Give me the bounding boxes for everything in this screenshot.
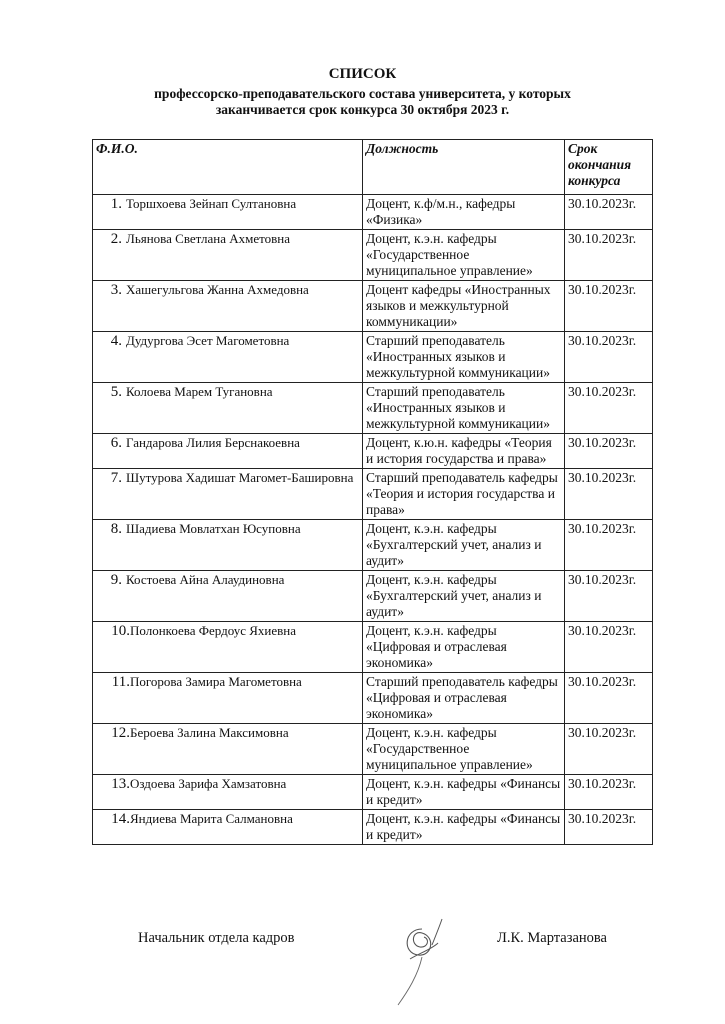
table-row [93, 281, 653, 332]
name-cell [93, 775, 363, 810]
subtitle-line-1: профессорско-преподавательского состава университета, у которых [154, 86, 571, 101]
deadline-cell: 30.10.2023г. [565, 195, 653, 230]
name-cell [93, 383, 363, 434]
table-row [93, 775, 653, 810]
position-cell: Доцент кафедры «Иностранных языков и межкультурной коммуникации» [363, 281, 565, 332]
position-cell: Доцент, к.э.н. кафедры «Цифровая и отраслевая экономика» [363, 622, 565, 673]
position-cell: Доцент, к.ф/м.н., кафедры «Физика» [363, 195, 565, 230]
table-row [93, 332, 653, 383]
name-cell [93, 673, 363, 724]
table-row [93, 810, 653, 845]
deadline-cell: 30.10.2023г. [565, 332, 653, 383]
deadline-cell: 30.10.2023г. [565, 622, 653, 673]
employee-name: Гандарова Лилия Берснакоевна [126, 435, 300, 450]
position-cell: Старший преподаватель «Иностранных языков и межкультурной коммуникации» [363, 332, 565, 383]
name-cell [93, 195, 363, 230]
name-cell [93, 332, 363, 383]
employee-name: Льянова Светлана Ахметовна [126, 231, 291, 246]
employee-name: Шадиева Мовлатхан Юсуповна [126, 521, 301, 536]
name-cell [93, 281, 363, 332]
deadline-cell: 30.10.2023г. [565, 520, 653, 571]
document-title: СПИСОК [328, 66, 397, 82]
deadline-cell: 30.10.2023г. [565, 383, 653, 434]
deadline-cell: 30.10.2023г. [565, 571, 653, 622]
row-number: 1. [110, 196, 122, 212]
position-cell: Доцент, к.э.н. кафедры «Финансы и кредит» [363, 775, 565, 810]
row-number: 10. [111, 623, 130, 639]
name-cell [93, 622, 363, 673]
table-row [93, 622, 653, 673]
staff-table [92, 139, 653, 845]
table-row [93, 195, 653, 230]
row-number: 14. [111, 811, 130, 827]
name-cell [93, 469, 363, 520]
employee-name: Оздоева Зарифа Хамзатовна [130, 776, 287, 791]
row-number: 11. [111, 674, 130, 690]
document-subtitle [110, 86, 615, 118]
deadline-cell: 30.10.2023г. [565, 281, 653, 332]
handwritten-signature [392, 915, 452, 1010]
table-header-row [93, 140, 653, 195]
row-number: 8. [110, 521, 122, 537]
employee-name: Полонкоева Фердоус Яхиевна [130, 623, 297, 638]
footer-role: Начальник отдела кадров [138, 930, 295, 946]
row-number: 7. [110, 470, 122, 486]
row-number: 3. [110, 282, 122, 298]
header-deadline-line-1: Срок [568, 141, 598, 156]
deadline-cell: 30.10.2023г. [565, 775, 653, 810]
position-cell: Доцент, к.э.н. кафедры «Государственное муниципальное управление» [363, 724, 565, 775]
row-number: 2. [110, 231, 122, 247]
position-cell: Доцент, к.э.н. кафедры «Бухгалтерский учет, анализ и аудит» [363, 571, 565, 622]
position-cell: Доцент, к.ю.н. кафедры «Теория и история государства и права» [363, 434, 565, 469]
employee-name: Дудургова Эсет Магометовна [126, 333, 290, 348]
position-cell: Доцент, к.э.н. кафедры «Бухгалтерский учет, анализ и аудит» [363, 520, 565, 571]
deadline-cell: 30.10.2023г. [565, 469, 653, 520]
deadline-cell: 30.10.2023г. [565, 810, 653, 845]
table-row [93, 230, 653, 281]
table-row [93, 469, 653, 520]
name-cell [93, 724, 363, 775]
table-row [93, 383, 653, 434]
footer-signer: Л.К. Мартазанова [497, 930, 607, 946]
name-cell [93, 571, 363, 622]
position-cell: Доцент, к.э.н. кафедры «Финансы и кредит» [363, 810, 565, 845]
header-deadline-line-3: конкурса [568, 173, 621, 188]
subtitle-line-2: заканчивается срок конкурса 30 октября 2023 г. [215, 102, 510, 117]
header-position: Должность [363, 140, 565, 195]
table-row [93, 724, 653, 775]
table-row [93, 520, 653, 571]
employee-name: Колоева Марем Тугановна [126, 384, 273, 399]
header-deadline-line-2: окончания [568, 157, 632, 172]
name-cell [93, 520, 363, 571]
employee-name: Хашегульгова Жанна Ахмедовна [126, 282, 309, 297]
position-cell: Старший преподаватель кафедры «Цифровая и отраслевая экономика» [363, 673, 565, 724]
employee-name: Костоева Айна Алаудиновна [126, 572, 285, 587]
deadline-cell: 30.10.2023г. [565, 434, 653, 469]
employee-name: Шутурова Хадишат Магомет-Башировна [126, 470, 354, 485]
row-number: 12. [111, 725, 130, 741]
position-cell: Доцент, к.э.н. кафедры «Государственное муниципальное управление» [363, 230, 565, 281]
deadline-cell: 30.10.2023г. [565, 230, 653, 281]
row-number: 13. [111, 776, 130, 792]
row-number: 6. [110, 435, 122, 451]
deadline-cell: 30.10.2023г. [565, 673, 653, 724]
row-number: 4. [110, 333, 122, 349]
row-number: 5. [110, 384, 122, 400]
name-cell [93, 230, 363, 281]
name-cell [93, 434, 363, 469]
employee-name: Яндиева Марита Салмановна [130, 811, 293, 826]
deadline-cell: 30.10.2023г. [565, 724, 653, 775]
position-cell: Старший преподаватель «Иностранных языков и межкультурной коммуникации» [363, 383, 565, 434]
name-cell [93, 810, 363, 845]
header-deadline [565, 140, 653, 195]
employee-name: Торшхоева Зейнап Султановна [126, 196, 297, 211]
table-row [93, 571, 653, 622]
row-number: 9. [110, 572, 122, 588]
employee-name: Бероева Залина Максимовна [130, 725, 289, 740]
table-row [93, 434, 653, 469]
employee-name: Погорова Замира Магометовна [130, 674, 302, 689]
header-name: Ф.И.О. [93, 140, 363, 195]
table-row [93, 673, 653, 724]
position-cell: Старший преподаватель кафедры «Теория и история государства и права» [363, 469, 565, 520]
